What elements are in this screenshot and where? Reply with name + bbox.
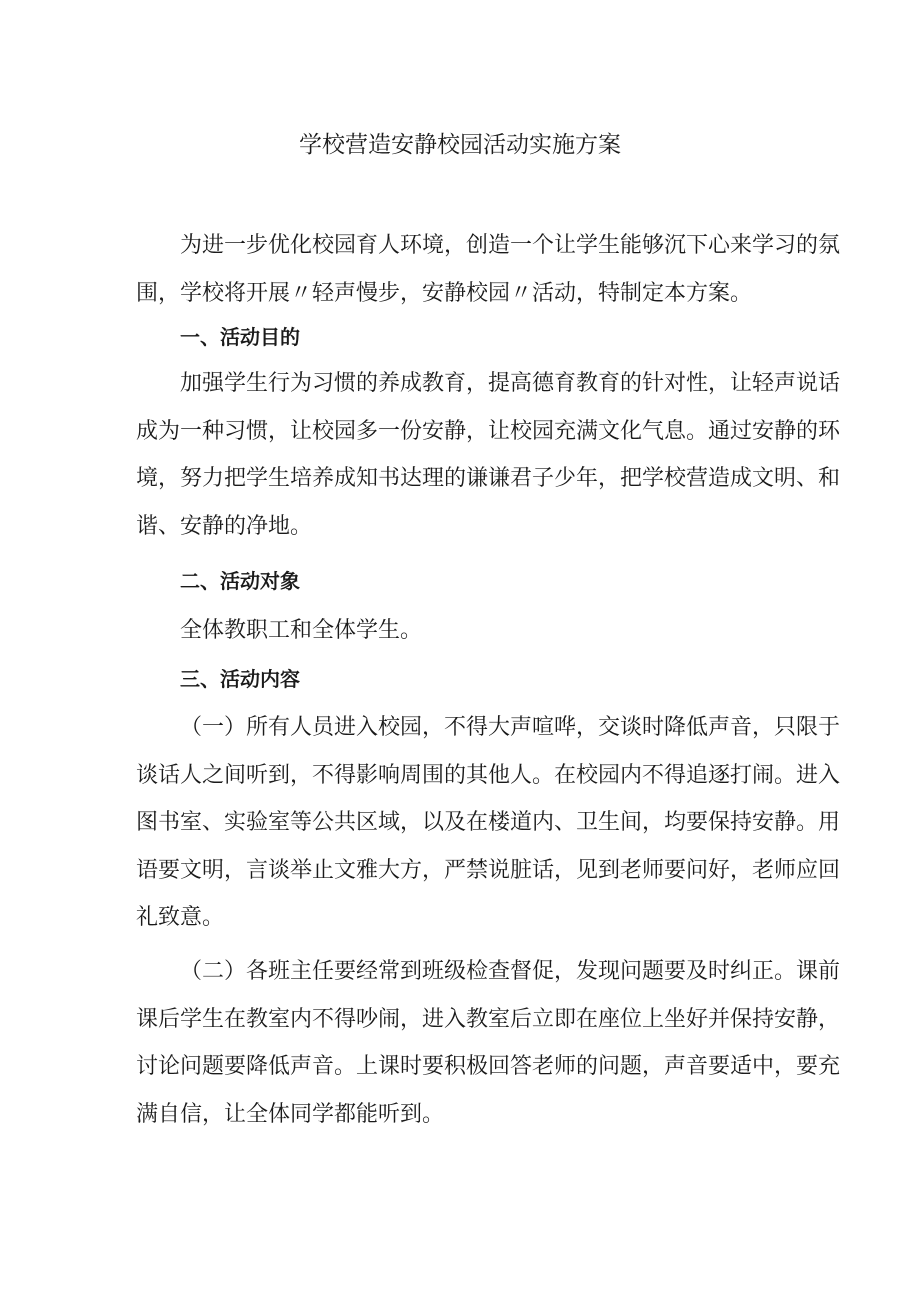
intro-paragraph — [136, 222, 841, 317]
content-paragraph-1 — [136, 704, 841, 942]
text-line: 成为一种习惯，让校园多一份安静，让校园充满文化气息。通过安静的环 — [136, 418, 841, 444]
text-line: 讨论问题要降低声音。上课时要积极回答老师的问题，声音要适中，要充 — [136, 1054, 841, 1080]
section-heading-content: 三、活动内容 — [180, 667, 300, 691]
text-line: 境，努力把学生培养成知书达理的谦谦君子少年，把学校营造成文明、和 — [136, 466, 841, 492]
text-line: 为进一步优化校园育人环境，创造一个让学生能够沉下心来学习的氛 — [180, 233, 841, 258]
text-line: 图书室、实验室等公共区域，以及在楼道内、卫生间，均要保持安静。用 — [136, 810, 841, 836]
document-title: 学校营造安静校园活动实施方案 — [299, 132, 621, 158]
section-heading-purpose: 一、活动目的 — [180, 325, 300, 349]
text-line: 语要文明，言谈举止文雅大方，严禁说脏话，见到老师要问好，老师应回 — [136, 857, 841, 883]
text-line: 课后学生在教室内不得吵闹，进入教室后立即在座位上坐好并保持安静， — [136, 1006, 841, 1032]
text-line: 礼致意。 — [136, 905, 225, 931]
section-heading-audience: 二、活动对象 — [180, 569, 300, 593]
text-line: （一）所有人员进入校园，不得大声喧哗，交谈时降低声音，只限于 — [180, 715, 841, 740]
text-line: 谈话人之间听到，不得影响周围的其他人。在校园内不得追逐打闹。进入 — [136, 762, 841, 788]
text-line: （二）各班主任要经常到班级检查督促，发现问题要及时纠正。课前 — [180, 959, 841, 984]
purpose-paragraph — [136, 360, 841, 550]
text-line: 谐、安静的净地。 — [136, 513, 313, 539]
text-line: 加强学生行为习惯的养成教育，提高德育教育的针对性，让轻声说话 — [180, 371, 841, 396]
text-line: 围，学校将开展〃轻声慢步，安静校园〃活动，特制定本方案。 — [136, 280, 753, 306]
content-paragraph-2 — [136, 948, 841, 1138]
text-line: 满自信，让全体同学都能听到。 — [136, 1101, 445, 1127]
audience-paragraph: 全体教职工和全体学生。 — [180, 618, 423, 643]
